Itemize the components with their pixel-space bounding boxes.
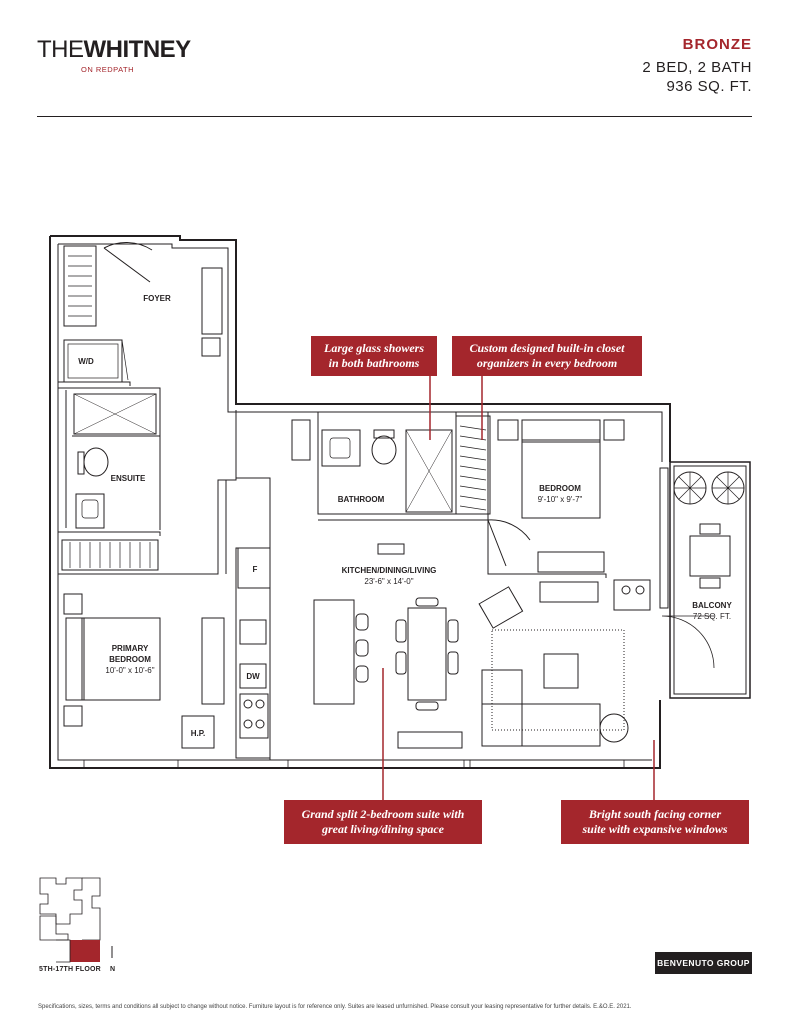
nightstand (604, 420, 624, 440)
brand-subtitle: ON REDPATH (81, 65, 135, 74)
stool (356, 666, 368, 682)
kitchen-sink (240, 620, 266, 644)
label-bathroom: BATHROOM (337, 495, 385, 504)
closet-hangers (70, 542, 150, 568)
interior-wall (58, 382, 160, 530)
callout-showers: Large glass showers in both bathrooms (311, 336, 437, 376)
label-fridge: F (252, 565, 258, 574)
foyer-bench (202, 268, 222, 334)
sofa (482, 670, 522, 746)
window (84, 760, 178, 768)
living-cabinet (540, 582, 598, 602)
callout-closets: Custom designed built-in closet organizers in every bedroom (452, 336, 642, 376)
stool (356, 614, 368, 630)
north-label: N (110, 966, 116, 973)
area-rug (492, 630, 624, 730)
stool (356, 640, 368, 656)
label-kdl: KITCHEN/DINING/LIVING (341, 566, 437, 575)
label-kdl-dim: 23'-6" x 14'-0" (364, 577, 414, 586)
closet (456, 416, 490, 514)
kitchen-counter (236, 548, 270, 758)
label-primary-2: BEDROOM (109, 655, 151, 664)
bedroom-door (488, 520, 530, 566)
label-primary-dim: 10'-0" x 10'-6" (105, 666, 155, 675)
foyer-stool (202, 338, 220, 356)
window (288, 760, 464, 768)
balcony-table (690, 536, 730, 576)
plan-name: BRONZE (682, 36, 752, 53)
closet-hangers (68, 256, 92, 316)
balcony (670, 462, 750, 698)
entry-door (104, 243, 152, 282)
label-bedroom: BEDROOM (539, 484, 581, 493)
bedroom-bed (522, 440, 600, 518)
brand-name: WHITNEY (83, 36, 191, 63)
label-ensuite: ENSUITE (110, 474, 146, 483)
key-plan (40, 878, 100, 940)
label-balcony-dim: 72 SQ. FT. (692, 612, 732, 621)
media-unit (398, 732, 462, 748)
bathroom-toilet (372, 436, 396, 464)
coffee-table (544, 654, 578, 688)
builder-logo: BENVENUTO GROUP (655, 952, 752, 974)
armchair (479, 587, 522, 628)
sofa (482, 704, 600, 746)
key-plan-unit (70, 940, 100, 962)
cooktop (240, 694, 268, 738)
bathroom-counter (292, 420, 310, 460)
ensuite-toilet (84, 448, 108, 476)
callout-corner: Bright south facing corner suite with expansive windows (561, 800, 749, 844)
ensuite-vanity (76, 494, 104, 528)
range (614, 580, 650, 610)
callout-split: Grand split 2-bedroom suite with great living/dining space (284, 800, 482, 844)
brand-prefix: THE (37, 36, 84, 63)
label-dishwasher: DW (246, 672, 260, 681)
label-balcony: BALCONY (692, 601, 732, 610)
plan-area: 936 SQ. FT. (666, 78, 752, 95)
label-wd: W/D (78, 357, 94, 366)
dresser (202, 618, 224, 704)
label-bedroom-dim: 9'-10" x 9'-7" (537, 495, 583, 504)
nightstand (498, 420, 518, 440)
label-foyer: FOYER (143, 294, 171, 303)
interior-wall (58, 410, 236, 574)
window (470, 760, 624, 768)
kitchen-island (314, 600, 354, 704)
side-table (600, 714, 628, 742)
label-primary-1: PRIMARY (111, 644, 149, 653)
nightstand (64, 594, 82, 614)
floor-range: 5TH-17TH FLOOR (39, 966, 101, 973)
nightstand (64, 706, 82, 726)
interior-wall (226, 478, 270, 760)
sideboard (378, 544, 404, 554)
disclaimer: Specifications, sizes, terms and conditions all subject to change without notice. Furniture layout is for reference only. Suites are leased unfurnished. Please consult your leasing representative for further details. E.&O.E. 2021. (38, 1004, 632, 1010)
bedroom-dresser (538, 552, 604, 572)
dining-table (408, 608, 446, 700)
label-hp: H.P. (190, 729, 206, 738)
bathroom-vanity (322, 430, 360, 466)
plan-beds-baths: 2 BED, 2 BATH (642, 59, 752, 76)
